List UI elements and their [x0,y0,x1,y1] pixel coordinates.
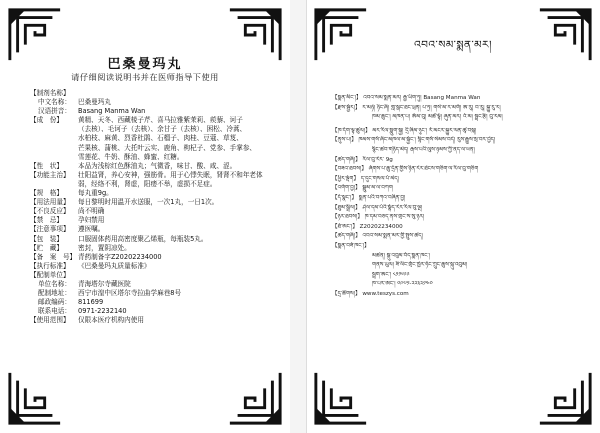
tibetan-continuation: གནས་ཡུལ། ཟི་ལིང་གྲོང་ཁྱེར་ཧོང་ཀྲུང་ཆུས་སྐུ་འབུམ། [372,262,468,269]
field-value: 0971-2232140 [78,307,127,316]
corner-ornament-icon [312,369,370,427]
field-continuation: 弱，经络不利，肾虚，阳痿不举，虚损不足症。 [78,179,217,188]
field-label: 【禁 忌】 [30,216,63,225]
field-value: 巴桑曼玛丸 [78,98,111,107]
field-row [30,98,280,107]
field-row [30,289,280,298]
page-title: 巴桑曼玛丸 [107,57,183,72]
field-row [30,307,280,316]
tibetan-field-row: 【སྨན་མིང་།】 འབའ་སམ་སྨན་མར། རྒྱ་ཡིག་ཏུ། Basang Manma Wan [332,95,481,101]
field-value: 仅限本医疗机构内使用 [78,316,144,325]
field-value: 遵医嘱。 [78,225,105,234]
field-row [30,116,280,125]
field-label: 联系电话： [38,307,71,316]
tibetan-field-row: 【ཐོ་ཨང་།】 Z20202234000 [332,223,403,230]
leaflet-body-chinese [30,89,280,325]
field-label: 【使用范围】 [30,316,70,325]
page-title-tibetan: འབའ་སམ་སྨན་མར། [414,39,492,51]
field-row [30,189,280,198]
field-value: Basang Manma Wan [78,107,146,116]
field-row [30,253,280,262]
field-continuation: 雪莲花、牛奶、酥油、蜂蜜、红糖。 [78,152,184,161]
field-row [30,225,280,234]
field-label: 【不良反应】 [30,207,70,216]
field-value: 本品为浅棕红色酥油丸；气微香，味甘、酸、咸、涩。 [78,161,237,170]
field-value: 尚不明确 [78,207,105,216]
field-label: 【功能主治】 [30,170,70,179]
field-row [30,280,280,289]
field-value: 西宁市湟中区塔尔寺拉曲学麻巷8号 [78,289,182,298]
field-row [30,107,280,116]
leaflet-body-tibetan [332,94,582,299]
tibetan-field-row: 【སྨན་བཟོ་ཁང་།】 [332,242,370,249]
field-row [30,171,280,180]
field-value: 青海塔尔寺藏医院 [78,279,131,288]
field-label: 【规 格】 [30,189,63,198]
tibetan-field-row: 【ཉར་ཐབས།】 ཁ་དམ་བཅད་ནས་གྲང་ས་སུ་ཉར། [332,214,425,221]
tibetan-field-row: 【འགོག་བྱ།】 སྦྲུམ་མ་ལ་བཀག [332,185,393,192]
field-value: 密封，置阴凉处。 [78,243,131,252]
tibetan-field-row: 【ནུས་པ།】 ཁམས་གསོ་ཞིང་མཁལ་མ་སྐྱོང་། སྙིང་གསོ་སེམས་བདེ། རུས་རྒྱུས་སྲ་བར་བྱེད། [332,137,496,144]
field-value: 811699 [78,298,104,307]
field-row [30,262,280,271]
field-row [30,298,280,307]
usage-instruction: 请仔细阅读说明书并在医师指导下使用 [71,72,219,82]
tibetan-continuation: མཚན། སྐུ་འབུམ་བོད་སྨན་ཁང་། [372,252,430,259]
tibetan-field-row: 【རྫས་སྦྱོར།】 ར་མཉེ། ཉིང་ཞི། གླ་སྒང་ཐང་ཕྲན། པ་ཏྲ། གསེ་མ་ར་མགོ། ཨ་རུ། བ་རུ། སྐྱུ་རུ་ར། [332,104,501,111]
field-value: 《巴桑曼玛丸质量标准》 [78,261,151,270]
field-row [30,271,280,280]
field-row [30,162,280,171]
field-label: 邮政编码： [38,298,71,307]
tibetan-field-row: 【ཁ་དོག་ལྟ་ཚུལ།】 མར་རིལ་སྨུག་སྐྱ། དྲི་ཞིམ་ཉུང་། རོ་མངར་སྐྱུར་ལན་ཚྭ་བསྐ། [332,127,477,134]
field-label: 【注意事项】 [30,225,70,234]
tibetan-field-row: 【དོ་སྣང་།】 སྨན་པའི་བཀའ་བཞིན་བྱ། [332,194,406,201]
field-row [30,207,280,216]
tibetan-field-row: 【ཚད་གཞི།】 རིལ་བུ་རེར་ 9g [332,156,393,163]
field-continuation: 芒果核、蒲桃、大托叶云实、鹿角、枸杞子、党参、手掌参、 [78,143,257,152]
field-continuation: （去核）、毛诃子（去核）、余甘子（去核）、困松、冷蒿、 [78,125,247,134]
field-value: 每丸重9g。 [78,189,113,198]
field-value: 壮阳益肾，养心安神，强筋骨。用于心悸失眠，肾肾不和年老体 [78,170,263,179]
field-value: 青药制备字Z20202234000 [78,252,162,261]
field-value: 黄精、天冬、西藏棱子芹、喜马拉雅紫茉莉、蒺藜、诃子 [78,116,243,125]
field-label: 【执行标准】 [30,261,70,270]
field-label: 【用法用量】 [30,198,70,207]
corner-ornament-icon [226,369,284,427]
field-value: 每日黎明时用温开水送服，一次1丸，一日1次。 [78,198,219,207]
tibetan-field-row: 【ཐུམ་སྒྲིལ།】 ཤེལ་དམ་པོའི་སྣོད་རེར་རིལ་བུ་ལྔ། [332,204,423,211]
tibetan-continuation: ཁམ་ཆུང་། མཁན་པ། ཨོམ་བུ། མཚེ་ལྟོ། ཞུན་མར། འོ་མ། སྦྲང་རྩི། བུ་རམ། [372,114,503,121]
corner-ornament-icon [6,369,64,427]
field-label: 【性 状】 [30,161,63,170]
tibetan-field-row: 【ཚད་གཞི།】 འབའ་སམ་སྨན་མར་གྱི་སྤུས་ཚད། [332,233,423,240]
tibetan-continuation: ཁ་པར་ཨང་། ༠༩༧༡-༢༢༣༢༡༤༠ [372,281,433,288]
field-row [30,198,280,207]
field-label: 【配制单位】 [30,270,70,279]
field-continuation: 水柏枝、麻黄、烈香杜鹃、石榴子、肉桂、豆蔻、草芨、 [78,134,243,143]
field-label: 汉语拼音： [38,107,71,116]
field-label: 【备 案 号】 [30,252,77,261]
tibetan-field-row: 【ཕྱིར་ལྡོག】 ད་དུང་གསལ་པོ་མེད། [332,175,399,182]
field-label: 【成 份】 [30,116,63,125]
field-row [30,244,280,253]
field-label: 【贮 藏】 [30,243,63,252]
corner-ornament-icon [536,369,594,427]
tibetan-field-row: 【དྲ་ཚིགས།】 www.teszys.com [332,290,409,297]
field-label: 【包 装】 [30,234,63,243]
tibetan-continuation: སྦྲག་ཨང་། ༨༡༡༦༩༩ [372,271,410,278]
field-label: 中文名称： [38,98,71,107]
tibetan-continuation: སྙིང་ཚབ་གཉིད་མེད། རྒས་པའི་ལུས་ཉམས་ཀྱི་ནད་ལ་ཕན། [372,146,475,153]
field-value: 口服固体药用高密度聚乙烯瓶，每瓶装5丸。 [78,234,208,243]
field-label: 单位名称： [38,279,71,288]
field-value: 孕妇禁用 [78,216,105,225]
field-row [30,235,280,244]
tibetan-field-row: 【བཟའ་ཐབས།】 ཞོགས་པ་ཆུ་དྲོན་གྱིས་ཉིན་རེར་ཐེངས་གཅིག་ལ་རིལ་བུ་གཅིག [332,166,479,173]
page-gutter [290,0,306,433]
section-header: 【制剂名称】 [30,89,70,97]
field-row [30,316,280,325]
field-label: 配制地址： [38,289,71,298]
